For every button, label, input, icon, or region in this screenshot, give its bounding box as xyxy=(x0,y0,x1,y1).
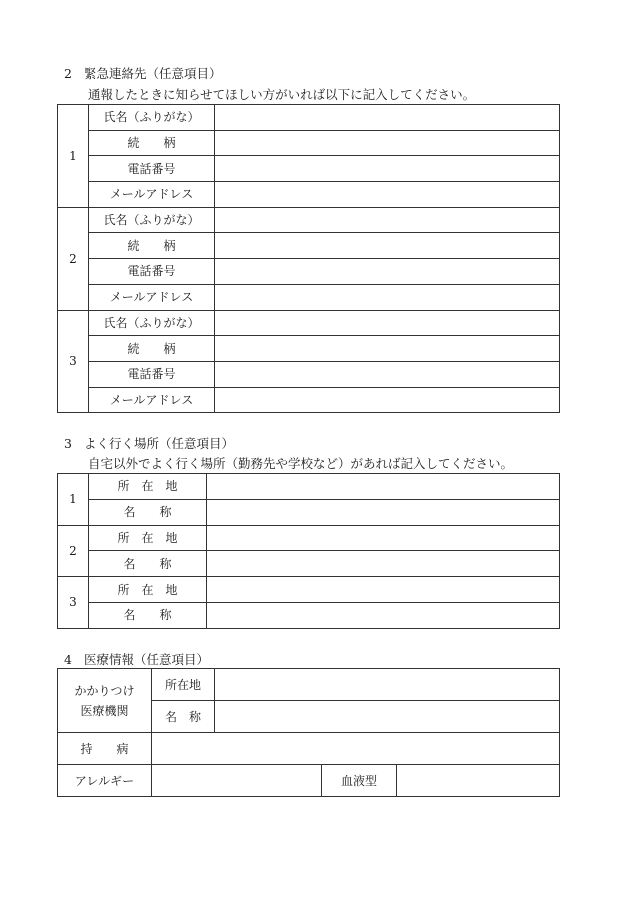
table-row xyxy=(58,387,560,413)
section-2-heading xyxy=(64,66,222,82)
email-label: メールアドレス xyxy=(89,387,215,413)
contact-3-email-field[interactable] xyxy=(215,387,560,413)
section-3-heading xyxy=(64,436,234,452)
section-3-description: 自宅以外でよく行く場所（勤務先や学校など）があれば記入してください。 xyxy=(88,456,514,471)
name-label: 氏名（ふりがな） xyxy=(89,207,215,233)
place-1-name-field[interactable] xyxy=(207,499,560,525)
place-name-label: 名 称 xyxy=(89,602,207,628)
contact-2-relationship-field[interactable] xyxy=(215,233,560,259)
contact-2-index: 2 xyxy=(58,207,89,310)
phone-label: 電話番号 xyxy=(89,361,215,387)
place-2-address-field[interactable] xyxy=(207,525,560,551)
phone-label: 電話番号 xyxy=(89,156,215,182)
table-row xyxy=(58,474,560,500)
place-3-address-field[interactable] xyxy=(207,577,560,603)
contact-2-phone-field[interactable] xyxy=(215,259,560,285)
table-row xyxy=(58,361,560,387)
clinic-address-label: 所在地 xyxy=(152,669,215,701)
section-number: 2 xyxy=(64,66,72,81)
section-title: 医療情報（任意項目） xyxy=(84,652,210,667)
contact-1-email-field[interactable] xyxy=(215,182,560,208)
table-row xyxy=(58,525,560,551)
contact-1-index: 1 xyxy=(58,105,89,208)
place-name-label: 名 称 xyxy=(89,551,207,577)
email-label: メールアドレス xyxy=(89,182,215,208)
table-row xyxy=(58,733,560,765)
table-row xyxy=(58,233,560,259)
contact-3-index: 3 xyxy=(58,310,89,413)
table-row xyxy=(58,310,560,336)
section-title: よく行く場所（任意項目） xyxy=(84,436,235,451)
section-2-description: 通報したときに知らせてほしい方がいれば以下に記入してください。 xyxy=(88,87,476,102)
contact-1-name-field[interactable] xyxy=(215,105,560,131)
email-label: メールアドレス xyxy=(89,284,215,310)
relationship-label: 続 柄 xyxy=(89,233,215,259)
table-row xyxy=(58,602,560,628)
name-label: 氏名（ふりがな） xyxy=(89,105,215,131)
table-row xyxy=(58,499,560,525)
place-1-address-field[interactable] xyxy=(207,474,560,500)
address-label: 所 在 地 xyxy=(89,577,207,603)
table-row xyxy=(58,182,560,208)
primary-care-label-line1: かかりつけ xyxy=(74,683,135,698)
place-1-index: 1 xyxy=(58,474,89,526)
primary-care-label-line2: 医療機関 xyxy=(80,703,129,718)
table-row xyxy=(58,207,560,233)
contact-1-relationship-field[interactable] xyxy=(215,130,560,156)
blood-type-label: 血液型 xyxy=(322,765,397,797)
section-number: 3 xyxy=(64,436,72,451)
table-row xyxy=(58,105,560,131)
relationship-label: 続 柄 xyxy=(89,336,215,362)
contact-1-phone-field[interactable] xyxy=(215,156,560,182)
section-title: 緊急連絡先（任意項目） xyxy=(84,66,222,81)
table-row xyxy=(58,669,560,701)
table-row xyxy=(58,130,560,156)
table-row xyxy=(58,577,560,603)
chronic-illness-field[interactable] xyxy=(152,733,560,765)
contact-3-relationship-field[interactable] xyxy=(215,336,560,362)
place-3-index: 3 xyxy=(58,577,89,629)
contact-3-name-field[interactable] xyxy=(215,310,560,336)
name-label: 氏名（ふりがな） xyxy=(89,310,215,336)
chronic-illness-label: 持 病 xyxy=(58,733,152,765)
clinic-address-field[interactable] xyxy=(215,669,560,701)
place-2-name-field[interactable] xyxy=(207,551,560,577)
clinic-name-field[interactable] xyxy=(215,701,560,733)
place-name-label: 名 称 xyxy=(89,499,207,525)
place-2-index: 2 xyxy=(58,525,89,577)
table-row xyxy=(58,259,560,285)
address-label: 所 在 地 xyxy=(89,474,207,500)
section-number: 4 xyxy=(64,652,72,667)
place-3-name-field[interactable] xyxy=(207,602,560,628)
table-row xyxy=(58,336,560,362)
contact-2-name-field[interactable] xyxy=(215,207,560,233)
allergy-label: アレルギー xyxy=(58,765,152,797)
table-row xyxy=(58,551,560,577)
emergency-contacts-table xyxy=(57,104,560,413)
table-row xyxy=(58,284,560,310)
allergy-field[interactable] xyxy=(152,765,322,797)
address-label: 所 在 地 xyxy=(89,525,207,551)
clinic-name-label: 名 称 xyxy=(152,701,215,733)
phone-label: 電話番号 xyxy=(89,259,215,285)
contact-2-email-field[interactable] xyxy=(215,284,560,310)
table-row xyxy=(58,156,560,182)
section-4-heading xyxy=(64,652,209,668)
medical-info-table xyxy=(57,668,560,797)
contact-3-phone-field[interactable] xyxy=(215,361,560,387)
frequent-places-table xyxy=(57,473,560,629)
blood-type-field[interactable] xyxy=(397,765,560,797)
table-row xyxy=(58,765,560,797)
relationship-label: 続 柄 xyxy=(89,130,215,156)
primary-care-label xyxy=(58,669,152,733)
